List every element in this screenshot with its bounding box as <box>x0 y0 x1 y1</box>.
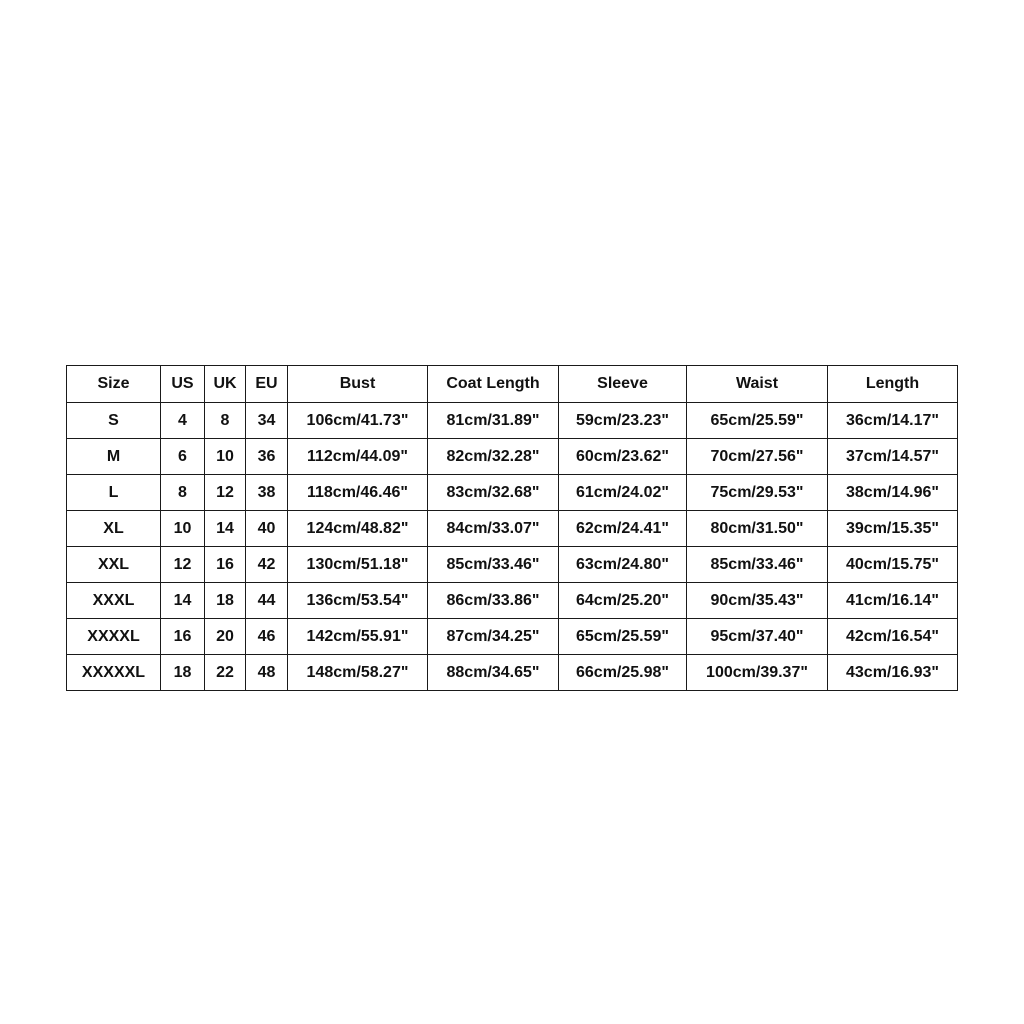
cell-sleeve: 62cm/24.41" <box>559 511 687 547</box>
table-row <box>67 655 958 691</box>
cell-uk: 18 <box>205 583 246 619</box>
cell-uk: 20 <box>205 619 246 655</box>
cell-eu: 34 <box>246 403 288 439</box>
cell-coat-length: 82cm/32.28" <box>428 439 559 475</box>
cell-waist: 95cm/37.40" <box>687 619 828 655</box>
header-bust: Bust <box>288 366 428 403</box>
cell-bust: 118cm/46.46" <box>288 475 428 511</box>
table-row <box>67 439 958 475</box>
cell-us: 14 <box>161 583 205 619</box>
cell-length: 43cm/16.93" <box>828 655 958 691</box>
cell-coat-length: 84cm/33.07" <box>428 511 559 547</box>
cell-coat-length: 87cm/34.25" <box>428 619 559 655</box>
cell-coat-length: 81cm/31.89" <box>428 403 559 439</box>
cell-sleeve: 66cm/25.98" <box>559 655 687 691</box>
cell-size: XXXXXL <box>67 655 161 691</box>
cell-length: 38cm/14.96" <box>828 475 958 511</box>
cell-us: 6 <box>161 439 205 475</box>
cell-length: 36cm/14.17" <box>828 403 958 439</box>
cell-waist: 90cm/35.43" <box>687 583 828 619</box>
cell-coat-length: 86cm/33.86" <box>428 583 559 619</box>
cell-uk: 14 <box>205 511 246 547</box>
cell-uk: 8 <box>205 403 246 439</box>
header-us: US <box>161 366 205 403</box>
cell-length: 40cm/15.75" <box>828 547 958 583</box>
cell-size: L <box>67 475 161 511</box>
cell-waist: 75cm/29.53" <box>687 475 828 511</box>
cell-bust: 124cm/48.82" <box>288 511 428 547</box>
cell-size: S <box>67 403 161 439</box>
cell-eu: 44 <box>246 583 288 619</box>
cell-size: XXL <box>67 547 161 583</box>
cell-length: 42cm/16.54" <box>828 619 958 655</box>
cell-us: 16 <box>161 619 205 655</box>
cell-us: 4 <box>161 403 205 439</box>
cell-eu: 46 <box>246 619 288 655</box>
cell-us: 10 <box>161 511 205 547</box>
cell-waist: 65cm/25.59" <box>687 403 828 439</box>
cell-bust: 130cm/51.18" <box>288 547 428 583</box>
header-waist: Waist <box>687 366 828 403</box>
cell-uk: 12 <box>205 475 246 511</box>
cell-eu: 48 <box>246 655 288 691</box>
cell-coat-length: 85cm/33.46" <box>428 547 559 583</box>
cell-sleeve: 65cm/25.59" <box>559 619 687 655</box>
cell-waist: 70cm/27.56" <box>687 439 828 475</box>
cell-waist: 85cm/33.46" <box>687 547 828 583</box>
cell-sleeve: 59cm/23.23" <box>559 403 687 439</box>
cell-bust: 142cm/55.91" <box>288 619 428 655</box>
cell-eu: 40 <box>246 511 288 547</box>
table-body <box>67 403 958 691</box>
table-row <box>67 403 958 439</box>
cell-eu: 42 <box>246 547 288 583</box>
cell-sleeve: 61cm/24.02" <box>559 475 687 511</box>
cell-length: 39cm/15.35" <box>828 511 958 547</box>
cell-coat-length: 88cm/34.65" <box>428 655 559 691</box>
cell-uk: 16 <box>205 547 246 583</box>
header-length: Length <box>828 366 958 403</box>
cell-bust: 136cm/53.54" <box>288 583 428 619</box>
cell-length: 37cm/14.57" <box>828 439 958 475</box>
cell-size: XXXL <box>67 583 161 619</box>
cell-uk: 22 <box>205 655 246 691</box>
cell-size: M <box>67 439 161 475</box>
cell-waist: 80cm/31.50" <box>687 511 828 547</box>
cell-waist: 100cm/39.37" <box>687 655 828 691</box>
cell-eu: 36 <box>246 439 288 475</box>
cell-bust: 106cm/41.73" <box>288 403 428 439</box>
cell-bust: 148cm/58.27" <box>288 655 428 691</box>
header-row <box>67 366 958 403</box>
table-row <box>67 547 958 583</box>
table-row <box>67 619 958 655</box>
cell-size: XXXXL <box>67 619 161 655</box>
table-row <box>67 511 958 547</box>
header-size: Size <box>67 366 161 403</box>
table-row <box>67 583 958 619</box>
cell-size: XL <box>67 511 161 547</box>
cell-sleeve: 60cm/23.62" <box>559 439 687 475</box>
cell-length: 41cm/16.14" <box>828 583 958 619</box>
cell-sleeve: 64cm/25.20" <box>559 583 687 619</box>
header-coat-length: Coat Length <box>428 366 559 403</box>
cell-us: 8 <box>161 475 205 511</box>
cell-us: 12 <box>161 547 205 583</box>
cell-sleeve: 63cm/24.80" <box>559 547 687 583</box>
cell-uk: 10 <box>205 439 246 475</box>
header-uk: UK <box>205 366 246 403</box>
cell-eu: 38 <box>246 475 288 511</box>
table-row <box>67 475 958 511</box>
header-eu: EU <box>246 366 288 403</box>
cell-us: 18 <box>161 655 205 691</box>
cell-bust: 112cm/44.09" <box>288 439 428 475</box>
size-chart-table <box>66 365 958 691</box>
header-sleeve: Sleeve <box>559 366 687 403</box>
cell-coat-length: 83cm/32.68" <box>428 475 559 511</box>
